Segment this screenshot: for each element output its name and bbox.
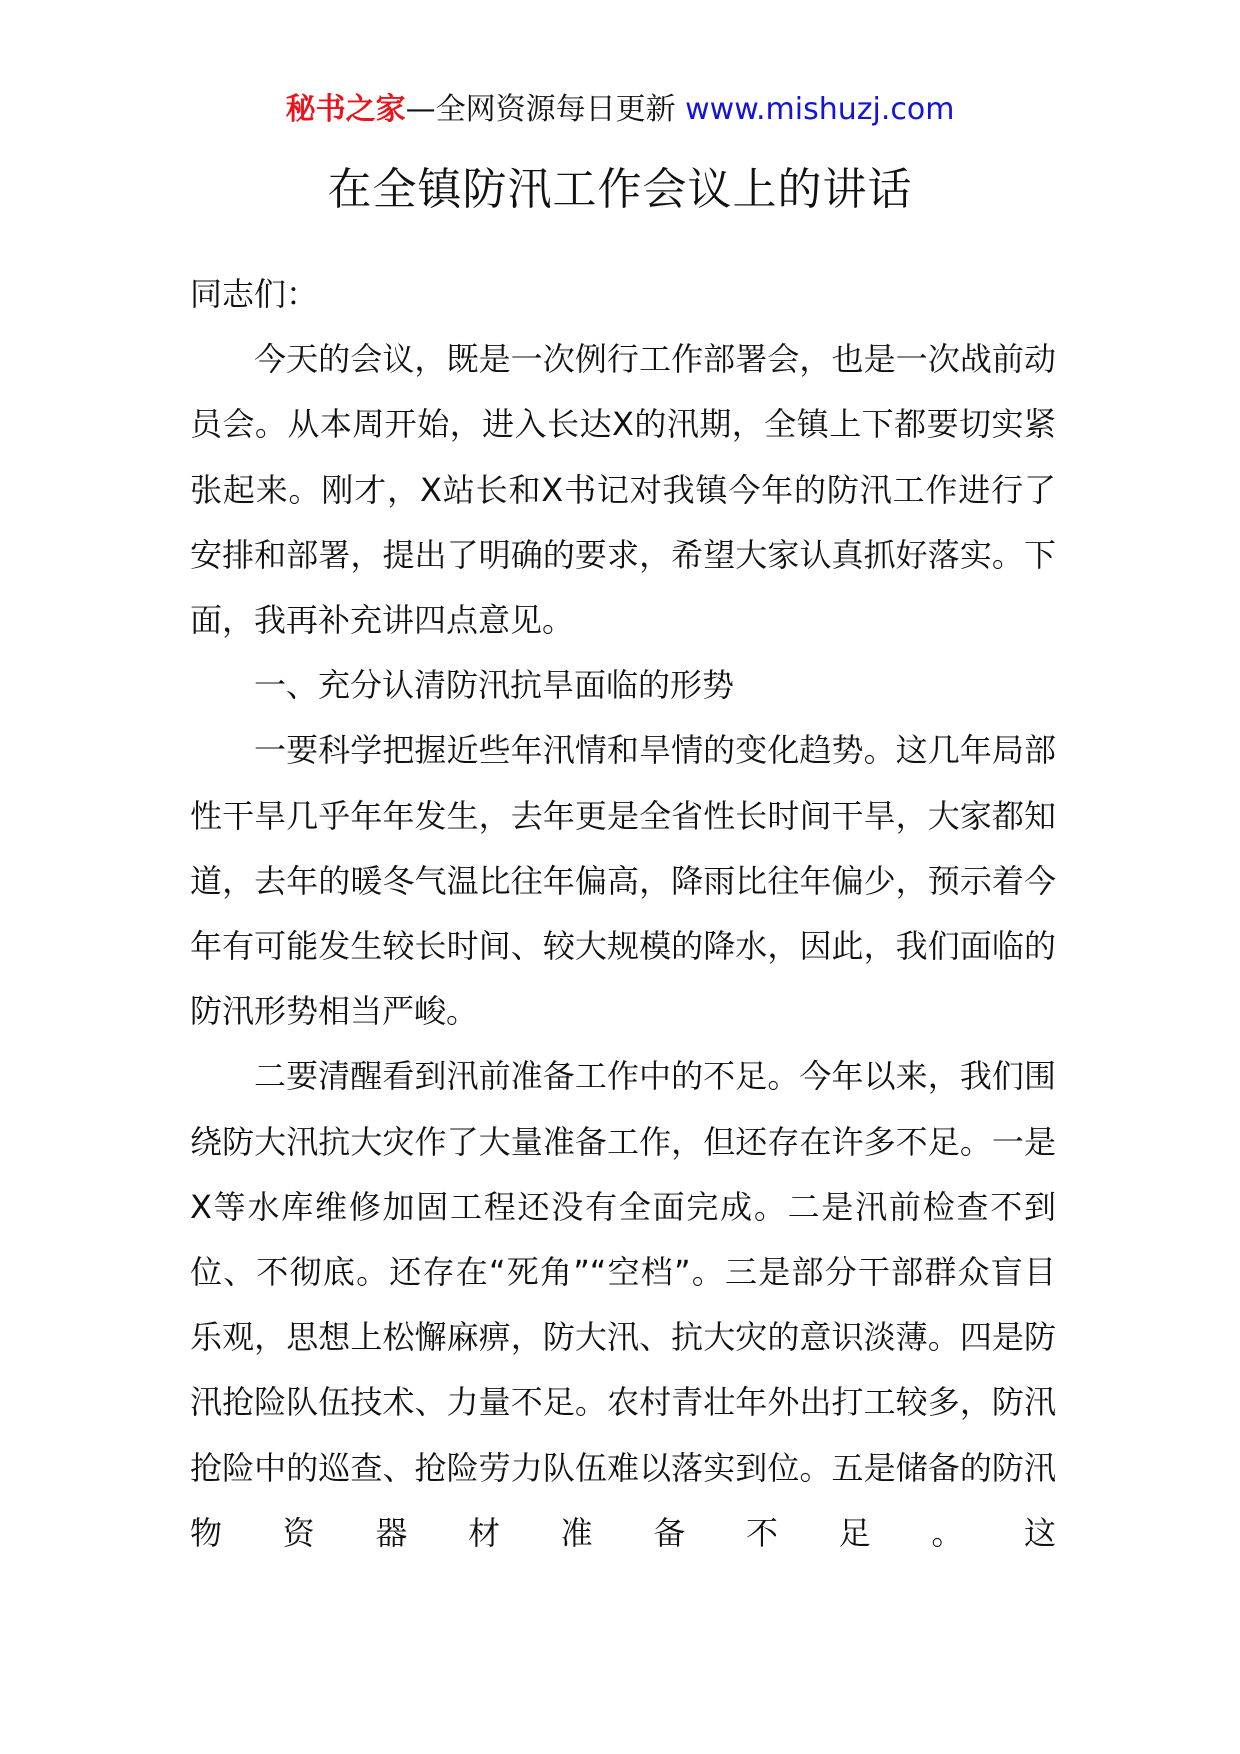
- site-header: [0, 90, 1240, 130]
- document-title: 在全镇防汛工作会议上的讲话: [327, 164, 913, 215]
- paragraph-shortcomings: 二要清醒看到汛前准备工作中的不足。今年以来，我们围绕防大汛抗大灾作了大量准备工作，但还存在许多不足。一是X等水库维修加固工程还没有全面完成。二是汛前检查不到位、不彻底。还存在“死角”“空档”。三是部分干部群众盲目乐观，思想上松懈麻痹，防大汛、抗大灾的意识淡薄。四是防汛抢险队伍技术、力量不足。农村青壮年外出打工较多，防汛抢险中的巡查、抢险劳力队伍难以落实到位。五是储备的防汛物资器材准备不足。这: [190, 1057, 1056, 1552]
- site-url-link[interactable]: www.mishuzj.com: [685, 92, 955, 127]
- paragraph-opening: 今天的会议，既是一次例行工作部署会，也是一次战前动员会。从本周开始，进入长达X的汛期，全镇上下都要切实紧张起来。刚才，X站长和X书记对我镇今年的防汛工作进行了安排和部署，提出了明确的要求，希望大家认真抓好落实。下面，我再补充讲四点意见。: [190, 340, 1056, 640]
- brand-name: 秘书之家: [285, 92, 406, 127]
- document-body: [190, 262, 1056, 1566]
- section-heading-1: 一、充分认清防汛抗旱面临的形势: [254, 666, 735, 705]
- salutation: 同志们：: [190, 275, 319, 313]
- paragraph-trend: 一要科学把握近些年汛情和旱情的变化趋势。这几年局部性干旱几乎年年发生，去年更是全省性长时间干旱，大家都知道，去年的暖冬气温比往年偏高，降雨比往年偏少，预示着今年有可能发生较长时间、较大规模的降水，因此，我们面临的防汛形势相当严峻。: [190, 731, 1056, 1031]
- header-tagline: —全网资源每日更新: [405, 92, 676, 127]
